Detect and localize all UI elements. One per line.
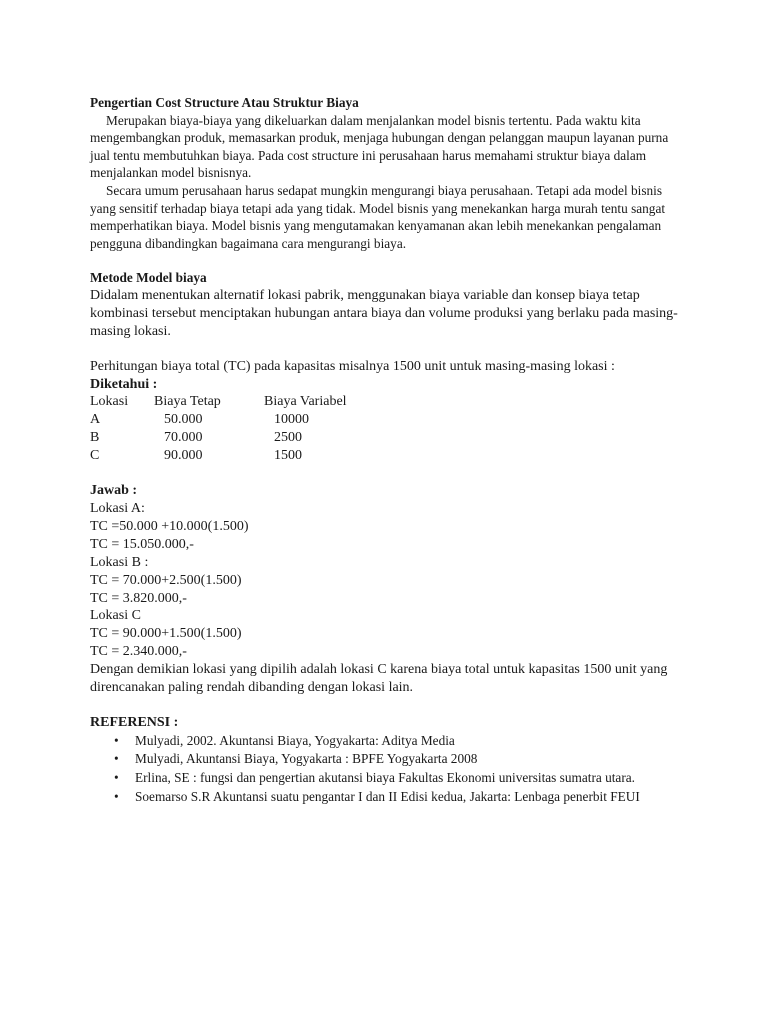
header-biaya-tetap: Biaya Tetap [154, 394, 221, 410]
reference-text: Mulyadi, Akuntansi Biaya, Yogyakarta : BPFE Yogyakarta 2008 [135, 751, 478, 767]
answer-line: TC = 70.000+2.500(1.500) [90, 572, 242, 588]
answer-line: TC = 2.340.000,- [90, 644, 187, 660]
cell-biaya-tetap: 50.000 [164, 412, 203, 428]
cost-table [90, 393, 680, 465]
list-item [90, 769, 680, 787]
spacer [90, 341, 680, 358]
answer-line: Lokasi B : [90, 554, 149, 570]
header-biaya-variabel: Biaya Variabel [264, 394, 347, 410]
cell-biaya-tetap: 70.000 [164, 430, 203, 446]
answer-line: Lokasi C [90, 608, 141, 624]
answer-line: TC = 15.050.000,- [90, 536, 194, 552]
calculation-intro: Perhitungan biaya total (TC) pada kapasitas misalnya 1500 unit untuk masing-masing lokasi : [90, 358, 615, 374]
answer-conclusion: Dengan demikian lokasi yang dipilih adalah lokasi C karena biaya total untuk kapasitas 1500 unit yang direncanakan paling rendah dibanding dengan lokasi lain. [90, 662, 668, 696]
list-item [90, 788, 680, 806]
references-list [90, 732, 680, 805]
reference-text: Soemarso S.R Akuntansi suatu pengantar I dan II Edisi kedua, Jakarta: Lenbaga penerbit FEUI [135, 788, 640, 804]
spacer [90, 697, 680, 714]
section-heading-cost-method: Metode Model biaya [90, 270, 207, 286]
answer-line: TC =50.000 +10.000(1.500) [90, 518, 249, 534]
bullet-icon: • [114, 788, 119, 804]
table-row [90, 411, 680, 429]
cell-lokasi: C [90, 448, 100, 464]
list-item [90, 750, 680, 768]
answer-line: TC = 3.820.000,- [90, 590, 187, 606]
table-row [90, 447, 680, 465]
paragraph-cost-structure: Merupakan biaya-biaya yang dikeluarkan dalam menjalankan model bisnis tertentu. Pada waktu kita mengembangkan produk, memasarkan produk, menjaga hubungan dengan pelanggan maupun layanan purna jual tentu membutuhkan biaya. Pada cost structure ini perusahaan harus memahami struktur biaya dalam menjalankan model bisnisnya. [90, 112, 669, 181]
reference-text: Mulyadi, 2002. Akuntansi Biaya, Yogyakarta: Aditya Media [135, 732, 455, 748]
paragraph-cost-method: Didalam menentukan alternatif lokasi pabrik, menggunakan biaya variable dan konsep biaya tetap kombinasi tersebut menciptakan hubungan antara biaya dan volume produksi yang berlaku pada masing-masing lokasi. [90, 287, 678, 339]
bullet-icon: • [114, 770, 119, 786]
bullet-icon: • [114, 751, 119, 767]
section-heading-cost-structure: Pengertian Cost Structure Atau Struktur Biaya [90, 95, 359, 110]
table-row [90, 429, 680, 447]
answer-line: TC = 90.000+1.500(1.500) [90, 626, 242, 642]
cell-lokasi: B [90, 430, 100, 446]
spacer [90, 252, 680, 269]
spacer [90, 465, 680, 482]
answer-label: Jawab : [90, 483, 138, 499]
cost-table-header [90, 393, 680, 411]
given-label: Diketahui : [90, 376, 158, 392]
cell-biaya-variabel: 2500 [274, 430, 302, 446]
cell-biaya-variabel: 1500 [274, 448, 302, 464]
reference-text: Erlina, SE : fungsi dan pengertian akutansi biaya Fakultas Ekonomi universitas sumatra utara. [135, 770, 635, 786]
cell-biaya-variabel: 10000 [274, 412, 309, 428]
cell-biaya-tetap: 90.000 [164, 448, 203, 464]
list-item [90, 732, 680, 750]
bullet-icon: • [114, 732, 119, 748]
answer-line: Lokasi A: [90, 501, 145, 516]
paragraph-cost-reduction: Secara umum perusahaan harus sedapat mungkin mengurangi biaya perusahaan. Tetapi ada model bisnis yang sensitif terhadap biaya tetapi ada yang tidak. Model bisnis yang menekankan harga murah tentu sangat memperhatikan biaya. Model bisnis yang mengutamakan kenyamanan akan lebih menekankan pengalaman pengguna dibandingkan bagaimana cara mengurangi biaya. [90, 182, 666, 251]
references-heading: REFERENSI : [90, 714, 179, 730]
cell-lokasi: A [90, 412, 101, 428]
document-body [90, 94, 680, 806]
header-lokasi: Lokasi [90, 394, 129, 410]
